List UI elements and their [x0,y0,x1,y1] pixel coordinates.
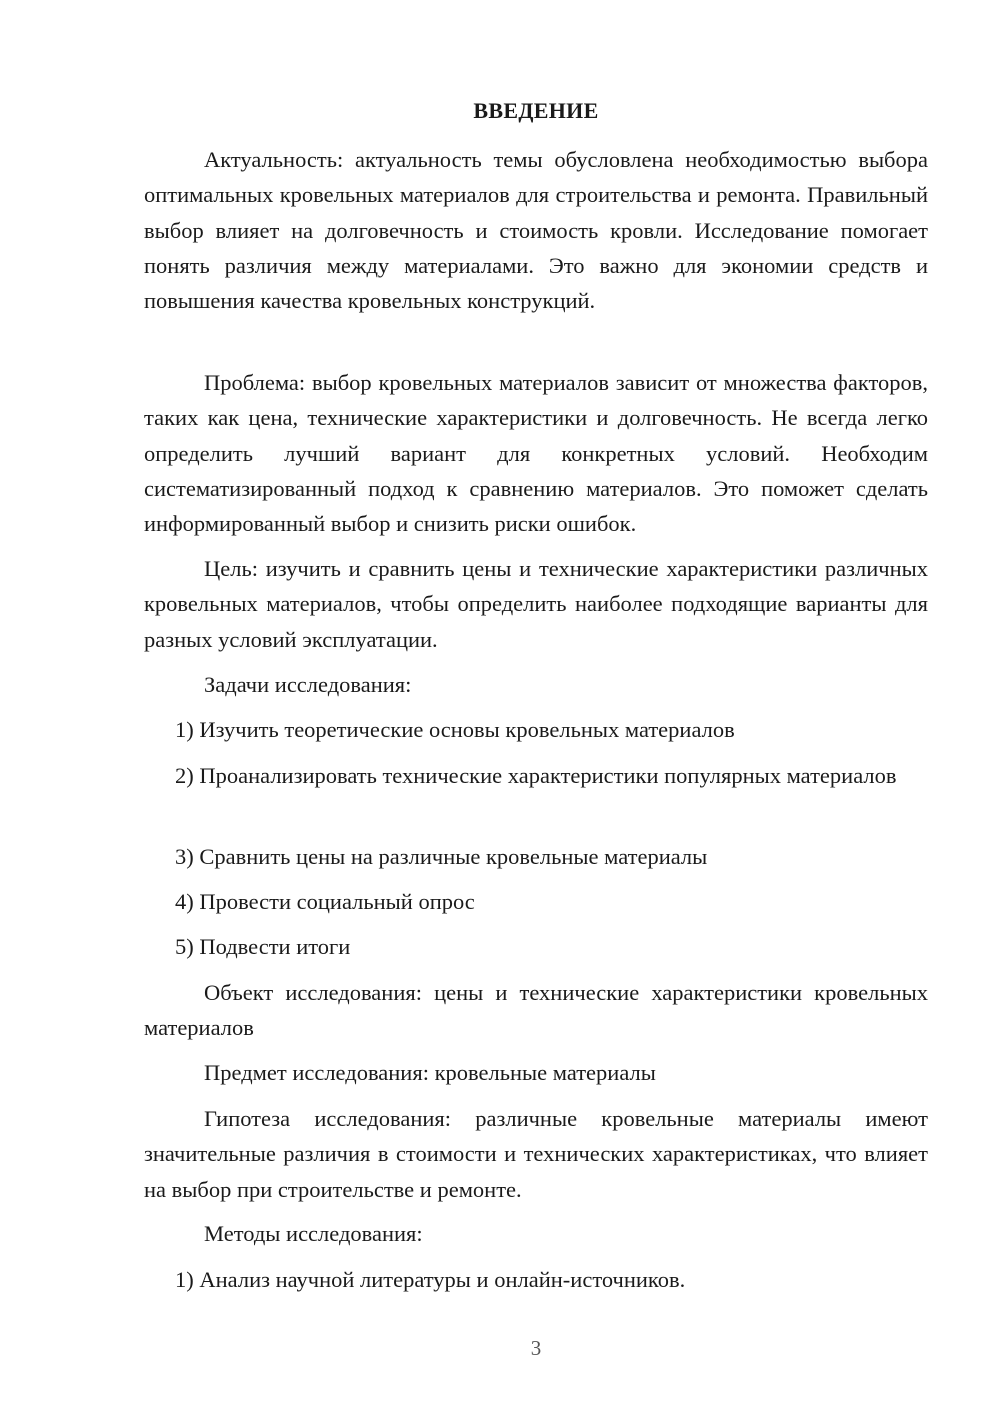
task-item-2: 2) Проанализировать технические характеристики популярных материалов [175,763,897,788]
task-item-4: 4) Провести социальный опрос [175,889,475,914]
subject-paragraph: Предмет исследования: кровельные материалы [204,1060,656,1085]
task-item-1: 1) Изучить теоретические основы кровельных материалов [175,717,735,742]
problem-paragraph: Проблема: выбор кровельных материалов зависит от множества факторов, таких как цена, технические характеристики и долговечность. Не всегда легко определить лучший вариант для конкретных условий. Необходим систематизированный подход к сравнению материалов. Это поможет сделать информированный выбор и снизить риски ошибок. [144,370,928,537]
task-item-3: 3) Сравнить цены на различные кровельные материалы [175,844,708,869]
relevance-paragraph: Актуальность: актуальность темы обусловлена необходимостью выбора оптимальных кровельных материалов для строительства и ремонта. Правильный выбор влияет на долговечность и стоимость кровли. Исследование помогает понять различия между материалами. Это важно для экономии средств и повышения качества кровельных конструкций. [144,147,928,314]
task-item-5: 5) Подвести итоги [175,934,351,959]
method-item-1: 1) Анализ научной литературы и онлайн-источников. [175,1267,686,1292]
methods-heading: Методы исследования: [204,1221,423,1246]
object-paragraph: Объект исследования: цены и технические характеристики кровельных материалов [144,980,928,1041]
tasks-heading: Задачи исследования: [204,672,412,697]
page-title: ВВЕДЕНИЕ [473,98,599,123]
page-number: 3 [530,1336,542,1360]
goal-paragraph: Цель: изучить и сравнить цены и технические характеристики различных кровельных материалов, чтобы определить наиболее подходящие варианты для разных условий эксплуатации. [144,556,928,652]
hypothesis-paragraph: Гипотеза исследования: различные кровельные материалы имеют значительные различия в стоимости и технических характеристиках, что влияет на выбор при строительстве и ремонте. [144,1106,928,1202]
